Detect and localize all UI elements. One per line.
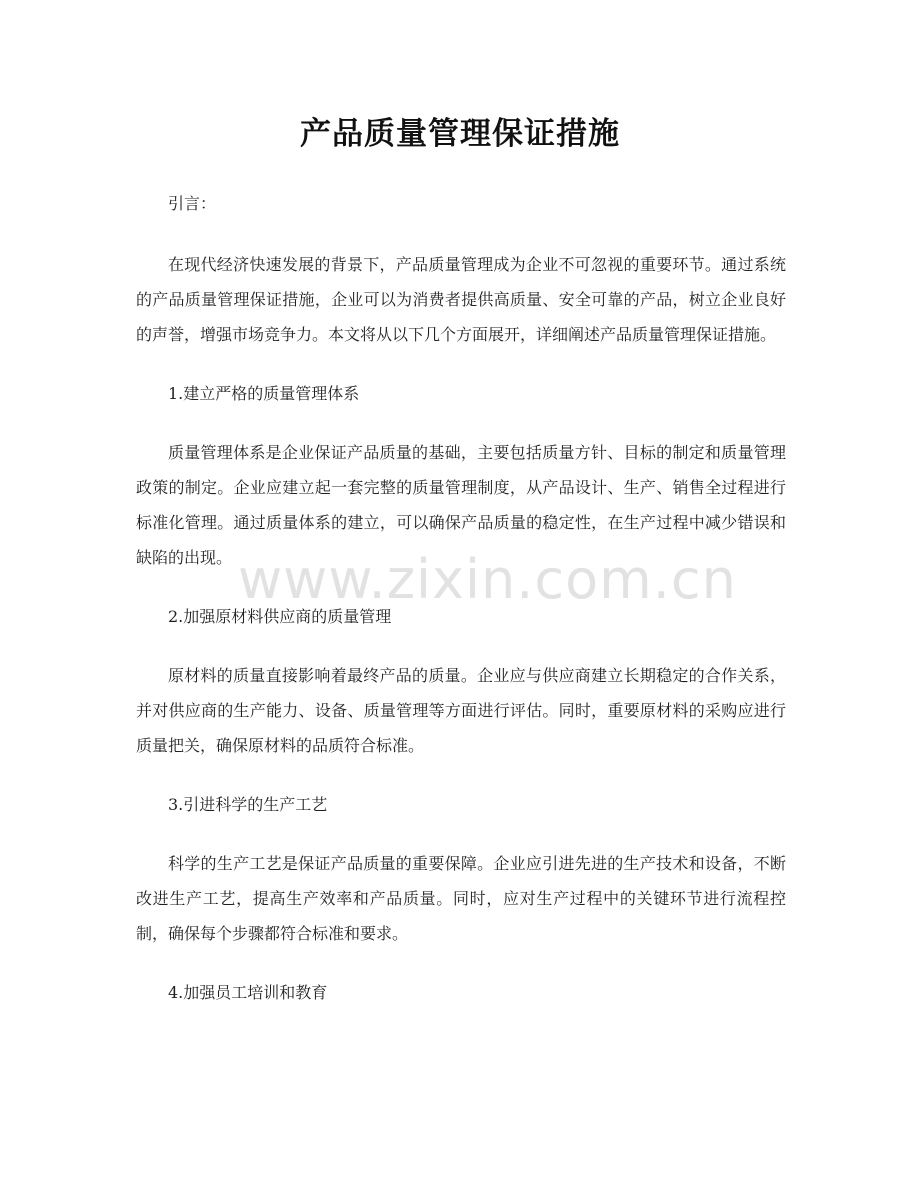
watermark: www.zixin.com.cn <box>238 548 737 611</box>
section-heading-4: 4.加强员工培训和教育 <box>168 983 328 1002</box>
section-heading-1: 1.建立严格的质量管理体系 <box>168 384 360 403</box>
section-paragraph-2: 原材料的质量直接影响着最终产品的质量。企业应与供应商建立长期稳定的合作关系，并对供应商的生产能力、设备、质量管理等方面进行评估。同时，重要原材料的采购应进行质量把关，确保原材料的品质符合标准。 <box>136 666 786 755</box>
section-paragraph-3: 科学的生产工艺是保证产品质量的重要保障。企业应引进先进的生产技术和设备，不断改进生产工艺，提高生产效率和产品质量。同时，应对生产过程中的关键环节进行流程控制，确保每个步骤都符合标准和要求。 <box>136 854 786 943</box>
section-heading-2: 2.加强原材料供应商的质量管理 <box>168 607 392 626</box>
intro-label: 引言： <box>168 194 217 213</box>
document-body <box>136 186 786 1034</box>
intro-paragraph: 在现代经济快速发展的背景下，产品质量管理成为企业不可忽视的重要环节。通过系统的产品质量管理保证措施，企业可以为消费者提供高质量、安全可靠的产品，树立企业良好的声誉，增强市场竞争力。本文将从以下几个方面展开，详细阐述产品质量管理保证措施。 <box>136 255 786 344</box>
section-paragraph-1: 质量管理体系是企业保证产品质量的基础，主要包括质量方针、目标的制定和质量管理政策的制定。企业应建立起一套完整的质量管理制度，从产品设计、生产、销售全过程进行标准化管理。通过质量体系的建立，可以确保产品质量的稳定性，在生产过程中减少错误和缺陷的出现。 <box>136 443 786 567</box>
page-title: 产品质量管理保证措施 <box>300 116 620 152</box>
section-heading-3: 3.引进科学的生产工艺 <box>168 795 328 814</box>
